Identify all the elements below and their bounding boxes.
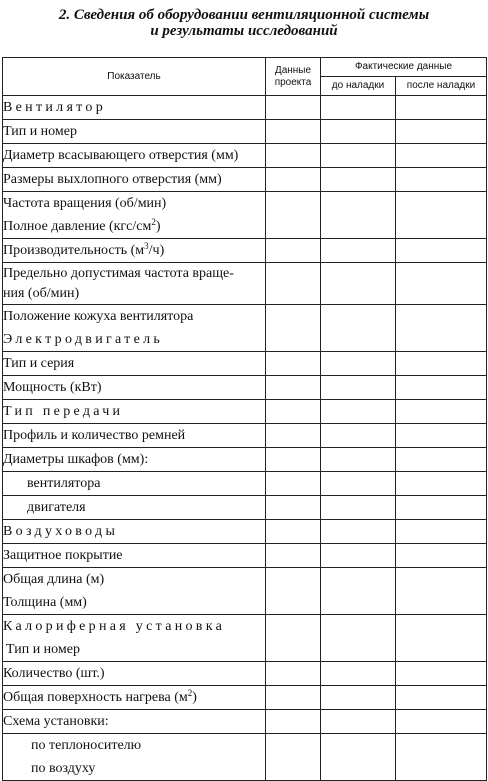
row-label-suction-diameter: Диаметр всасывающего отверстия (мм) [3, 144, 266, 168]
cell-after[interactable] [396, 424, 487, 448]
total-pressure-sup: 2 [151, 217, 156, 227]
row-label-scheme-details [3, 734, 266, 781]
cell-before[interactable] [321, 192, 396, 239]
cell-before[interactable] [321, 400, 396, 424]
heating-surface-sup: 2 [187, 688, 193, 698]
row-label-total-length: Общая длина (м) [3, 572, 105, 587]
cell-after[interactable] [396, 496, 487, 520]
row-label-heater-unit [3, 615, 266, 662]
cell-after[interactable] [396, 520, 487, 544]
cell-after[interactable] [396, 710, 487, 734]
row-label-total-pressure [3, 215, 265, 238]
table-row [3, 400, 487, 424]
cell-before[interactable] [321, 144, 396, 168]
table-row [3, 120, 487, 144]
table-row [3, 472, 487, 496]
header-indicator: Показатель [3, 58, 266, 96]
row-label-type-number: Тип и номер [3, 120, 266, 144]
cell-after[interactable] [396, 144, 487, 168]
table-row [3, 686, 487, 710]
cell-project[interactable] [266, 400, 321, 424]
cell-before[interactable] [321, 424, 396, 448]
cell-before[interactable] [321, 168, 396, 192]
section-fan: Вентилятор [3, 96, 266, 120]
row-label-power: Мощность (кВт) [3, 376, 266, 400]
row-label-installation-scheme: Схема установки: [3, 710, 266, 734]
table-row [3, 192, 487, 239]
cell-after[interactable] [396, 352, 487, 376]
cell-before[interactable] [321, 448, 396, 472]
table-row [3, 424, 487, 448]
row-label-rotation-pressure [3, 192, 266, 239]
heating-surface-text: Общая поверхность нагрева (м [3, 690, 188, 705]
table-row [3, 615, 487, 662]
table-row [3, 168, 487, 192]
cell-project[interactable] [266, 662, 321, 686]
table-row [3, 239, 487, 263]
cell-after[interactable] [396, 686, 487, 710]
cell-project[interactable] [266, 96, 321, 120]
cell-after[interactable] [396, 400, 487, 424]
cell-before[interactable] [321, 686, 396, 710]
cell-after[interactable] [396, 96, 487, 120]
cell-project[interactable] [266, 305, 321, 352]
row-label-max-rotation [3, 263, 266, 305]
row-label-belts: Профиль и количество ремней [3, 424, 266, 448]
cell-before[interactable] [321, 520, 396, 544]
row-label-by-heat-carrier: по теплоносителю [31, 738, 142, 753]
row-label-pulley-diameters: Диаметры шкафов (мм): [3, 448, 266, 472]
cell-project[interactable] [266, 192, 321, 239]
row-label-length-thickness [3, 568, 266, 615]
cell-project[interactable] [266, 686, 321, 710]
cell-project[interactable] [266, 734, 321, 781]
cell-before[interactable] [321, 544, 396, 568]
total-pressure-close: ) [155, 219, 161, 234]
header-row-1 [3, 58, 487, 77]
cell-after[interactable] [396, 192, 487, 239]
cell-before[interactable] [321, 472, 396, 496]
row-label-type-series: Тип и серия [3, 352, 266, 376]
cell-project[interactable] [266, 239, 321, 263]
cell-after[interactable] [396, 615, 487, 662]
cell-after[interactable] [396, 239, 487, 263]
cell-project[interactable] [266, 263, 321, 305]
table-row [3, 710, 487, 734]
header-project-data: Данные проекта [266, 58, 321, 96]
cell-after[interactable] [396, 472, 487, 496]
cell-before[interactable] [321, 734, 396, 781]
header-before-adjustment: до наладки [321, 77, 396, 96]
table-row [3, 352, 487, 376]
equipment-table [2, 57, 487, 781]
cell-project[interactable] [266, 376, 321, 400]
table-row [3, 144, 487, 168]
cell-after[interactable] [396, 376, 487, 400]
cell-after[interactable] [396, 544, 487, 568]
section-transmission-type: Тип передачи [3, 400, 266, 424]
table-row [3, 96, 487, 120]
max-rotation-line-1: Предельно допустимая частота враще- [3, 265, 234, 281]
max-rotation-line-2: ния (об/мин) [3, 285, 80, 301]
cell-after[interactable] [396, 568, 487, 615]
cell-project[interactable] [266, 352, 321, 376]
row-label-protective-coating: Защитное покрытие [3, 544, 266, 568]
table-row [3, 376, 487, 400]
cell-before[interactable] [321, 496, 396, 520]
cell-project[interactable] [266, 568, 321, 615]
row-label-housing-motor [3, 305, 266, 352]
cell-before[interactable] [321, 120, 396, 144]
cell-before[interactable] [321, 710, 396, 734]
cell-before[interactable] [321, 305, 396, 352]
capacity-text: Производительность (м [3, 243, 145, 258]
cell-before[interactable] [321, 662, 396, 686]
section-heater-unit: Калориферная установка [3, 619, 226, 634]
cell-project[interactable] [266, 144, 321, 168]
row-label-motor-pulley: двигателя [3, 496, 266, 520]
table-row [3, 496, 487, 520]
row-label-heater-type-number: Тип и номер [6, 642, 80, 657]
row-label-housing-position: Положение кожуха вентилятора [3, 309, 194, 324]
total-pressure-text: Полное давление (кгс/см [3, 219, 152, 234]
cell-after[interactable] [396, 120, 487, 144]
cell-after[interactable] [396, 305, 487, 352]
header-after-adjustment: после наладки [396, 77, 487, 96]
row-label-quantity: Количество (шт.) [3, 662, 266, 686]
cell-before[interactable] [321, 263, 396, 305]
cell-after[interactable] [396, 448, 487, 472]
table-row [3, 734, 487, 781]
cell-before[interactable] [321, 239, 396, 263]
cell-before[interactable] [321, 615, 396, 662]
table-row [3, 305, 487, 352]
cell-project[interactable] [266, 710, 321, 734]
heating-surface-close: ) [192, 690, 197, 705]
cell-before[interactable] [321, 376, 396, 400]
cell-after[interactable] [396, 734, 487, 781]
cell-after[interactable] [396, 168, 487, 192]
cell-project[interactable] [266, 424, 321, 448]
row-label-exhaust-size: Размеры выхлопного отверстия (мм) [3, 168, 266, 192]
cell-before[interactable] [321, 96, 396, 120]
table-row [3, 568, 487, 615]
cell-project[interactable] [266, 615, 321, 662]
table-row [3, 263, 487, 305]
page-title-line-1: 2. Сведения об оборудовании вентиляционной системы [58, 7, 430, 23]
header-actual-data: Фактические данные [321, 58, 487, 77]
cell-project[interactable] [266, 544, 321, 568]
row-label-rotation-speed: Частота вращения (об/мин) [3, 196, 167, 211]
cell-before[interactable] [321, 568, 396, 615]
table-row [3, 544, 487, 568]
cell-project[interactable] [266, 448, 321, 472]
table-row [3, 662, 487, 686]
capacity-sup: 3 [144, 241, 149, 251]
cell-project[interactable] [266, 520, 321, 544]
cell-project[interactable] [266, 496, 321, 520]
page-title-line-2: и результаты исследований [150, 23, 338, 39]
cell-after[interactable] [396, 263, 487, 305]
row-label-fan-pulley: вентилятора [3, 472, 266, 496]
cell-project[interactable] [266, 472, 321, 496]
cell-after[interactable] [396, 662, 487, 686]
table-row [3, 448, 487, 472]
row-label-thickness: Толщина (мм) [3, 595, 87, 610]
section-air-ducts: Воздуховоды [3, 520, 266, 544]
section-electric-motor: Электродвигатель [3, 332, 164, 347]
row-label-heating-surface [3, 686, 266, 710]
cell-project[interactable] [266, 168, 321, 192]
table-row [3, 520, 487, 544]
row-label-capacity [3, 239, 266, 263]
cell-before[interactable] [321, 352, 396, 376]
row-label-by-air: по воздуху [31, 761, 96, 776]
cell-project[interactable] [266, 120, 321, 144]
capacity-close: /ч) [148, 243, 165, 258]
